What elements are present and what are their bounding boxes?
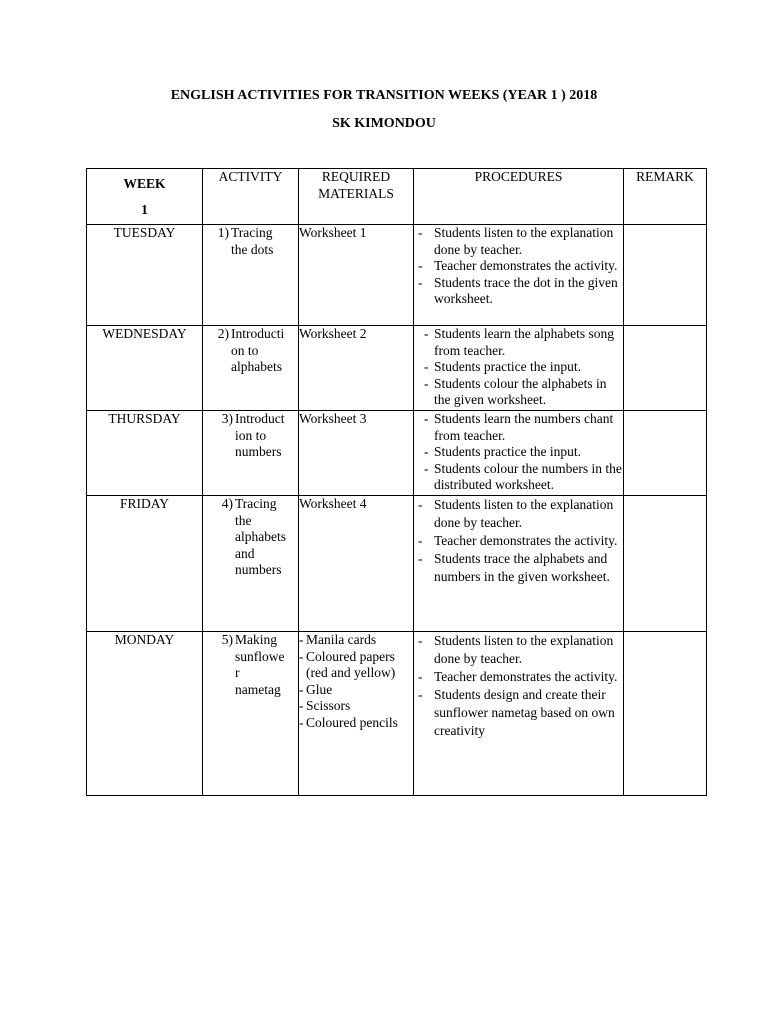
material-item: - Coloured papers (red and yellow) bbox=[299, 648, 396, 680]
procedure-item: - Students colour the alphabets in the given worksheet. bbox=[424, 375, 607, 407]
table-row bbox=[87, 326, 707, 411]
procedures-cell bbox=[414, 496, 624, 632]
activity-cell bbox=[203, 326, 299, 411]
remark-cell bbox=[624, 632, 707, 796]
activity-text: Tracing the dots bbox=[231, 225, 274, 257]
week-number: 1 bbox=[141, 202, 148, 217]
procedure-item: - Students trace the dot in the given worksheet. bbox=[418, 274, 618, 306]
table-row bbox=[87, 411, 707, 496]
material-item: Worksheet 4 bbox=[299, 496, 367, 511]
procedure-item: - Students colour the numbers in the distributed worksheet. bbox=[424, 460, 622, 492]
materials-cell bbox=[299, 496, 414, 632]
activity-number: 4) bbox=[221, 496, 233, 511]
materials-cell bbox=[299, 326, 414, 411]
procedure-item: - Students trace the alphabets and numbers in the given worksheet. bbox=[418, 551, 610, 584]
materials-header bbox=[299, 169, 414, 225]
procedure-item: - Students listen to the explanation done by teacher. bbox=[418, 633, 614, 666]
remark-cell bbox=[624, 496, 707, 632]
day-cell: WEDNESDAY bbox=[87, 326, 203, 411]
procedure-item: - Students practice the input. bbox=[424, 359, 581, 374]
day-cell: FRIDAY bbox=[87, 496, 203, 632]
header-row bbox=[87, 169, 707, 225]
activity-cell bbox=[203, 632, 299, 796]
activity-text: Tracing the alphabets and numbers bbox=[235, 496, 286, 577]
procedure-item: - Students learn the alphabets song from teacher. bbox=[424, 326, 614, 358]
table-row bbox=[87, 496, 707, 632]
procedure-item: - Students design and create their sunflower nametag based on own creativity bbox=[418, 687, 615, 738]
material-item: Worksheet 3 bbox=[299, 411, 367, 426]
activity-cell bbox=[203, 225, 299, 326]
activity-number: 3) bbox=[221, 411, 233, 426]
activity-number: 2) bbox=[217, 326, 229, 341]
activity-cell bbox=[203, 411, 299, 496]
material-item: - Glue bbox=[299, 681, 333, 697]
procedures-cell bbox=[414, 326, 624, 411]
activity-header: ACTIVITY bbox=[203, 169, 299, 225]
procedure-item: - Students listen to the explanation done by teacher. bbox=[418, 497, 614, 530]
activity-text: Making sunflowe r nametag bbox=[235, 632, 285, 697]
procedures-cell bbox=[414, 225, 624, 326]
material-item: Worksheet 2 bbox=[299, 326, 367, 341]
activity-text: Introducti on to alphabets bbox=[231, 326, 285, 374]
week-header bbox=[87, 169, 203, 225]
procedure-item: - Students listen to the explanation done by teacher. bbox=[418, 225, 614, 257]
table-row bbox=[87, 225, 707, 326]
materials-header-line2: MATERIALS bbox=[318, 185, 394, 201]
day-cell: MONDAY bbox=[87, 632, 203, 796]
material-item: Worksheet 1 bbox=[299, 225, 367, 240]
materials-header-line1: REQUIRED bbox=[321, 169, 391, 184]
table-row bbox=[87, 632, 707, 796]
procedure-item: - Students learn the numbers chant from teacher. bbox=[424, 411, 614, 443]
school-name: SK KIMONDOU bbox=[332, 116, 436, 131]
activity-number: 1) bbox=[217, 225, 229, 240]
remark-cell bbox=[624, 225, 707, 326]
day-cell: THURSDAY bbox=[87, 411, 203, 496]
remark-cell bbox=[624, 326, 707, 411]
document-title: ENGLISH ACTIVITIES FOR TRANSITION WEEKS (YEAR 1 ) 2018 bbox=[170, 88, 598, 103]
remark-header: REMARK bbox=[624, 169, 707, 225]
procedure-item: - Teacher demonstrates the activity. bbox=[418, 533, 618, 548]
procedure-item: - Teacher demonstrates the activity. bbox=[418, 669, 618, 684]
week-label: WEEK bbox=[123, 176, 166, 191]
activity-text: Introduct ion to numbers bbox=[235, 411, 285, 459]
procedure-item: - Teacher demonstrates the activity. bbox=[418, 258, 618, 273]
day-cell: TUESDAY bbox=[87, 225, 203, 326]
remark-cell bbox=[624, 411, 707, 496]
activity-number: 5) bbox=[221, 632, 233, 647]
materials-cell bbox=[299, 632, 414, 796]
procedures-cell bbox=[414, 632, 624, 796]
material-item: - Manila cards bbox=[299, 632, 377, 647]
materials-cell bbox=[299, 411, 414, 496]
procedures-header: PROCEDURES bbox=[414, 169, 624, 225]
materials-cell bbox=[299, 225, 414, 326]
procedures-cell bbox=[414, 411, 624, 496]
activity-table bbox=[86, 168, 707, 796]
material-item: - Coloured pencils bbox=[299, 714, 398, 730]
activity-cell bbox=[203, 496, 299, 632]
material-item: - Scissors bbox=[299, 698, 351, 713]
procedure-item: - Students practice the input. bbox=[424, 444, 581, 459]
